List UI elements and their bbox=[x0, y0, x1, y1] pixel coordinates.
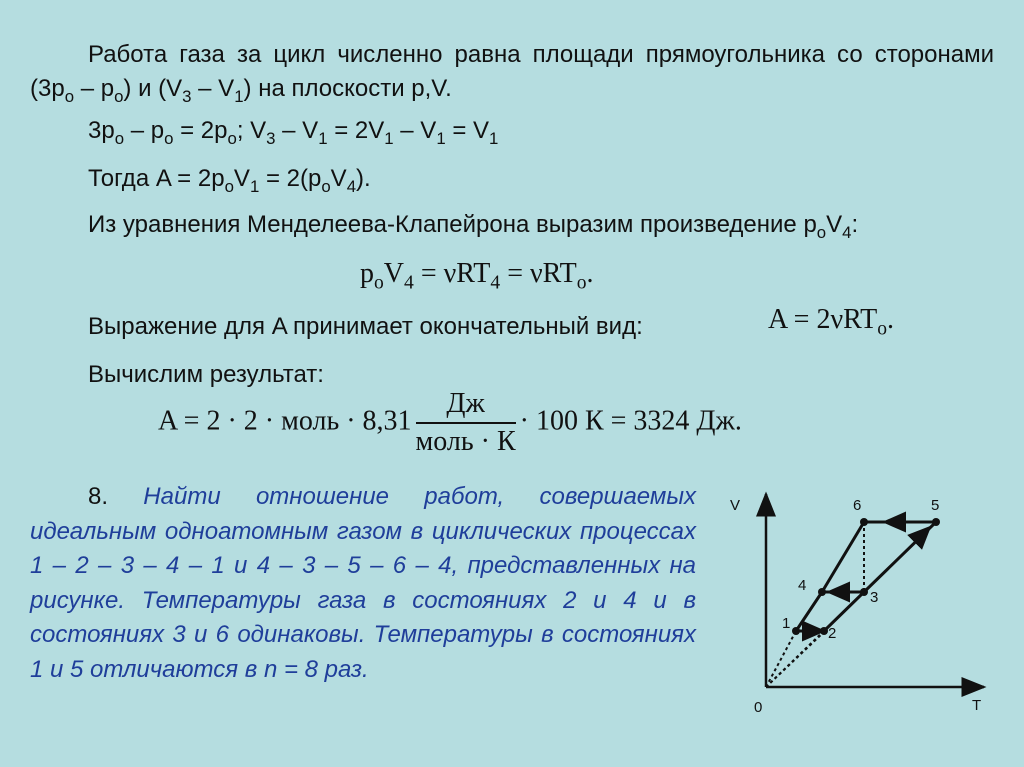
ray-1 bbox=[766, 631, 796, 687]
vt-diagram bbox=[700, 482, 1000, 722]
label-point-3: 3 bbox=[870, 589, 879, 606]
paragraph-work-area: Работа газа за цикл численно равна площади прямоугольника со сторонами $(3p_o - p_o)$ и $(V_3 - V_1)$ на плоскости p,V. bbox=[30, 41, 994, 106]
label-point-1: 1 bbox=[782, 615, 791, 632]
label-point-4: 4 bbox=[798, 577, 807, 594]
formula-pv: $p_oV_4 = \nu RT_4 = \nu RT_o$. bbox=[360, 258, 594, 294]
v-axis-label: V bbox=[730, 497, 741, 514]
label-point-6: 6 bbox=[853, 497, 862, 514]
t-axis-label: T bbox=[972, 697, 982, 714]
point-6 bbox=[860, 518, 868, 526]
label-point-5: 5 bbox=[931, 497, 940, 514]
task-8 bbox=[30, 480, 696, 687]
segment-3-5 bbox=[864, 522, 936, 592]
task-text: Найти отношение работ, совершаемых идеальным одноатомным газом в циклических процессах 1 – 2 – 3 – 4 – 1 и 4 – 3 – 5 – 6 – 4, представленных на рисунке. Температуры газа в состояниях 2 и 4 и в состояниях 3 и 6 одинаковы. Температуры в состояниях 1 и 5 отличаются в n = 8 раз. bbox=[30, 483, 696, 683]
origin-label: 0 bbox=[754, 699, 763, 716]
point-4 bbox=[818, 588, 826, 596]
paragraph-compute: Вычислим результат: bbox=[88, 361, 324, 388]
point-2 bbox=[820, 627, 828, 635]
segment-6-4 bbox=[822, 522, 864, 592]
fraction-unit: $\frac{Дж}{\text{моль · К}}$ bbox=[415, 388, 516, 457]
paragraph-mendeleev: Из уравнения Менделеева-Клапейрона выразим произведение $p_oV_4$: bbox=[88, 211, 859, 242]
point-1 bbox=[792, 627, 800, 635]
formula-result: A = 2 · 2 · моль · 8,31 $\frac{Дж}{\text{моль · К}}$ · 100 К = 3324 Дж. bbox=[158, 388, 742, 457]
point-5 bbox=[932, 518, 940, 526]
equation-work: Тогда $A = 2p_oV_1 = 2(p_oV_4)$. bbox=[88, 165, 371, 196]
point-3 bbox=[860, 588, 868, 596]
formula-final: A = 2νRT$_o$. bbox=[768, 304, 895, 340]
equation-sides: $3p_o - p_o = 2p_o$; $V_3 - V_1 = 2V_1 - V_1 = V_1$ bbox=[88, 117, 499, 148]
segment-4-1 bbox=[796, 592, 822, 631]
arrow-3-5 bbox=[917, 534, 923, 540]
label-point-2: 2 bbox=[828, 625, 837, 642]
paragraph-final-form: Выражение для A принимает окончательный вид: bbox=[88, 313, 643, 340]
task-number: 8. bbox=[88, 483, 109, 510]
